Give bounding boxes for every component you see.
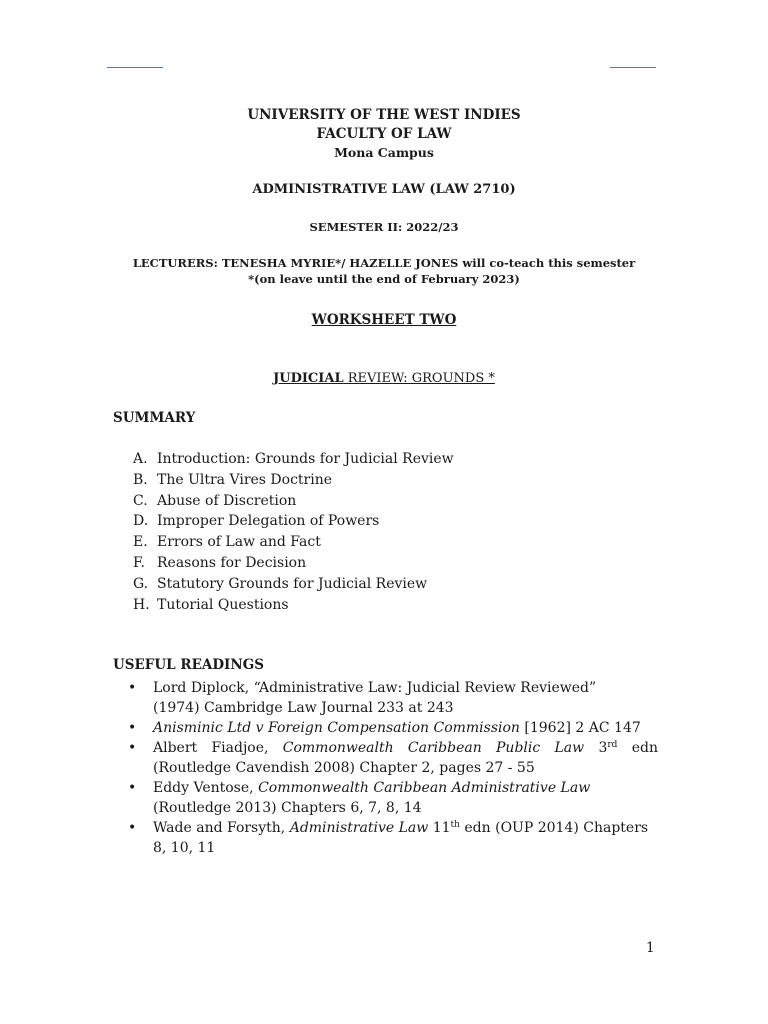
- readings-heading: USEFUL READINGS: [113, 657, 264, 673]
- list-item: E. Errors of Law and Fact: [133, 534, 321, 551]
- reading-item: • Lord Diplock, “Administrative Law: Judicial Review Reviewed” (1974) Cambridge Law Journal 233 at 243: [128, 680, 597, 716]
- lecturers-line: LECTURERS: TENESHA MYRIE*/ HAZELLE JONES will co-teach this semester: [132, 256, 636, 270]
- header-rule-right: [610, 67, 656, 68]
- faculty-name: FACULTY OF LAW: [316, 126, 452, 142]
- campus-name: Mona Campus: [334, 145, 434, 160]
- summary-heading: SUMMARY: [113, 410, 196, 426]
- course-title: ADMINISTRATIVE LAW (LAW 2710): [252, 182, 516, 197]
- worksheet-title: WORKSHEET TWO: [311, 312, 457, 328]
- list-item: B. The Ultra Vires Doctrine: [133, 471, 333, 488]
- bullet-icon: •: [128, 680, 137, 696]
- bullet-icon: •: [128, 780, 137, 796]
- topic-title: [0, 371, 768, 386]
- list-item: H. Tutorial Questions: [133, 596, 289, 613]
- list-item: D. Improper Delegation of Powers: [133, 513, 380, 530]
- topic-title-rest: REVIEW: GROUNDS *: [343, 371, 495, 386]
- list-item: C. Abuse of Discretion: [133, 492, 297, 509]
- header-rule-left: [107, 67, 163, 68]
- reading-item: • Anisminic Ltd v Foreign Compensation Commission [1962] 2 AC 147: [128, 720, 641, 736]
- bullet-icon: •: [128, 720, 137, 736]
- topic-title-bold: JUDICIAL: [273, 371, 344, 386]
- page-number: 1: [646, 940, 655, 956]
- list-item: A. Introduction: Grounds for Judicial Review: [133, 451, 454, 467]
- bullet-icon: •: [128, 740, 137, 756]
- list-item: G. Statutory Grounds for Judicial Review: [133, 575, 428, 592]
- reading-item: • Eddy Ventose, Commonwealth Caribbean Administrative Law (Routledge 2013) Chapters 6, 7, 8, 14: [128, 780, 591, 816]
- summary-list: [133, 449, 454, 615]
- reading-item: • Albert Fiadjoe, Commonwealth Caribbean Public Law 3rd edn (Routledge Cavendish 2008) Chapter 2, pages 27 - 55: [128, 740, 658, 776]
- readings-list: [128, 678, 658, 858]
- list-item: F. Reasons for Decision: [133, 554, 307, 571]
- reading-item: • Wade and Forsyth, Administrative Law 11th edn (OUP 2014) Chapters 8, 10, 11: [128, 820, 649, 856]
- leave-note: *(on leave until the end of February 2023): [248, 272, 520, 286]
- bullet-icon: •: [128, 820, 137, 836]
- university-name: UNIVERSITY OF THE WEST INDIES: [247, 107, 521, 123]
- semester-label: SEMESTER II: 2022/23: [309, 220, 459, 234]
